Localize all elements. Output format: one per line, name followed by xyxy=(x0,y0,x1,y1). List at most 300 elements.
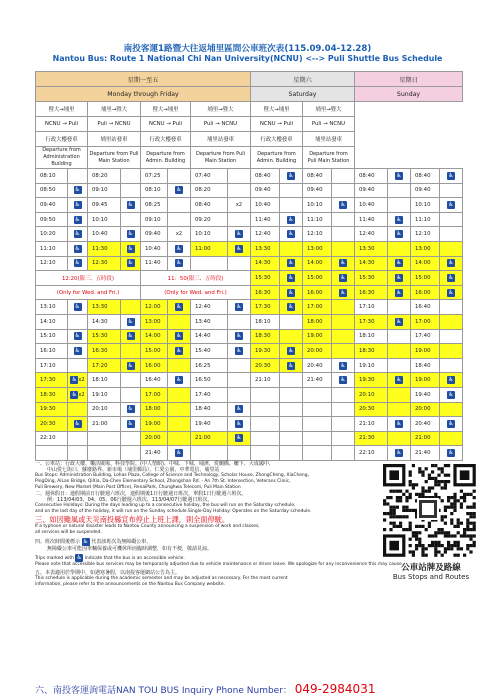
note-1-en: Bus Stops: Administration Building, Lohas Plaza, College of Science and Technology, Scholar House, ZhongCheng, XiaCheng, xyxy=(35,473,309,478)
table-row xyxy=(36,300,463,315)
sunday-header-en: Sunday xyxy=(355,87,463,102)
departure-time: 18:30 xyxy=(36,387,68,402)
qr-code[interactable] xyxy=(380,463,478,559)
departure-time: 20:30 xyxy=(36,417,68,432)
departure-time: 09:40 xyxy=(355,183,388,198)
departure-marks xyxy=(440,169,463,184)
accessible-bus-icon: ♿ xyxy=(236,332,242,340)
accessible-bus-icon: ♿ xyxy=(176,186,182,194)
departure-time: 18:00 xyxy=(303,314,332,329)
departure-marks xyxy=(228,358,251,373)
departure-marks xyxy=(440,431,463,446)
departure-marks xyxy=(280,241,303,256)
departure-marks xyxy=(440,300,463,315)
accessible-bus-icon: ♿ xyxy=(448,259,454,267)
departure-marks xyxy=(121,329,141,344)
departure-time xyxy=(251,387,280,402)
note-5-en: This schedule is applicable during the academic semester and may be adjusted as necessary. For the most current xyxy=(35,576,288,581)
departure-marks xyxy=(388,271,411,286)
departure-marks xyxy=(332,212,355,227)
accessible-bus-icon: ♿ xyxy=(448,390,454,398)
departure-time: 20:30 xyxy=(355,402,388,417)
departure-time xyxy=(88,446,121,461)
departure-time: 19:00 xyxy=(303,329,332,344)
departure-marks xyxy=(388,373,411,388)
table-row xyxy=(36,314,463,329)
departure-time: 14:00 xyxy=(411,256,440,271)
departure-time: 16:00 xyxy=(141,358,168,373)
departure-marks xyxy=(228,198,251,213)
departure-time: 17:30 xyxy=(355,314,388,329)
departure-time xyxy=(303,431,332,446)
accessible-bus-icon: ♿ xyxy=(340,361,346,369)
accessible-bus-icon: ♿ xyxy=(74,259,81,267)
saturday-header-en: Saturday xyxy=(251,87,355,102)
note-3-zh: 三、如因颱風或天災南投縣宣布停止上班上課，則全面停駛。 xyxy=(35,515,230,524)
departure-time: 15:10 xyxy=(36,329,68,344)
departure-time: 14:10 xyxy=(36,314,68,329)
accessible-bus-icon: ♿ xyxy=(448,171,454,179)
departure-time: 18:10 xyxy=(251,314,280,329)
departure-marks xyxy=(168,241,191,256)
accessible-bus-icon: ♿ xyxy=(176,332,182,340)
departure-time: 16:10 xyxy=(36,344,68,359)
accessible-bus-icon: ♿ xyxy=(176,303,182,311)
departure-marks xyxy=(332,314,355,329)
direction-saturday-inbound-stop: Departure from Puli Main Station xyxy=(191,147,251,169)
table-row xyxy=(36,402,463,417)
departure-marks xyxy=(440,285,463,300)
departure-time: 10:10 xyxy=(411,198,440,213)
departure-marks xyxy=(121,183,141,198)
departure-time: 12:10 xyxy=(411,227,440,242)
departure-marks xyxy=(68,431,88,446)
direction-weekday-inbound-stop-zh: 埔里站發車 xyxy=(88,132,141,147)
departure-marks xyxy=(228,402,251,417)
accessible-bus-icon: ♿ xyxy=(396,215,402,223)
accessible-bus-icon: ♿ xyxy=(288,273,294,281)
departure-marks xyxy=(168,373,191,388)
departure-marks xyxy=(280,314,303,329)
departure-marks xyxy=(121,241,141,256)
departure-marks xyxy=(440,227,463,242)
departure-marks xyxy=(440,402,463,417)
departure-time: 17:10 xyxy=(355,300,388,315)
accessible-bus-icon: ♿ xyxy=(74,200,81,208)
table-row xyxy=(36,329,463,344)
accessible-bus-icon: ♿ xyxy=(396,317,402,325)
departure-time: 18:40 xyxy=(191,402,228,417)
departure-marks xyxy=(228,169,251,184)
departure-marks xyxy=(68,329,88,344)
departure-time: 22:10 xyxy=(36,431,68,446)
departure-marks xyxy=(168,344,191,359)
accessible-bus-icon: ♿ xyxy=(236,346,242,354)
departure-marks xyxy=(121,431,141,446)
departure-marks xyxy=(121,256,141,271)
departure-marks xyxy=(332,300,355,315)
table-row xyxy=(36,358,463,373)
qr-code-block[interactable] xyxy=(380,463,482,581)
departure-marks xyxy=(388,446,411,461)
departure-time: 08:40 xyxy=(191,198,228,213)
accessible-bus-icon: ♿ xyxy=(396,230,402,238)
departure-marks xyxy=(280,285,303,300)
weekday-header-en: Monday through Friday xyxy=(36,87,251,102)
departure-time: 21:00 xyxy=(411,431,440,446)
departure-time: 20:10 xyxy=(88,402,121,417)
departure-time: 11:40 xyxy=(251,212,280,227)
accessible-bus-icon: ♿ xyxy=(74,230,81,238)
departure-marks xyxy=(228,373,251,388)
note-4-en-2: Please note that accessible bus services may be temporarily adjusted due to vehicle maintenance or driver leave. We apologize for any inconvenience this may cause. xyxy=(35,562,404,567)
accessible-bus-icon: ♿ xyxy=(127,230,134,238)
departure-marks xyxy=(332,417,355,432)
departure-time: 19:30 xyxy=(355,373,388,388)
direction-weekday-inbound-stop: Departure from Puli Main Station xyxy=(88,147,141,169)
accessible-bus-icon: ♿ xyxy=(127,332,134,340)
departure-marks xyxy=(332,256,355,271)
departure-time: 19:00 xyxy=(141,417,168,432)
departure-time: 16:25 xyxy=(191,358,228,373)
departure-marks xyxy=(228,314,251,329)
accessible-bus-icon: ♿ xyxy=(340,376,346,384)
table-row xyxy=(36,344,463,359)
table-row xyxy=(36,387,463,402)
departure-time: 09:40 xyxy=(36,198,68,213)
departure-time: 14:40 xyxy=(191,329,228,344)
saturday-header-zh: 星期六 xyxy=(251,72,355,87)
departure-marks xyxy=(388,431,411,446)
departure-time: 19:30 xyxy=(36,402,68,417)
departure-marks xyxy=(280,446,303,461)
note-2-en-2: and on the last day of the holiday, it will run on the Sunday schedule.Single-Day Holiday: Operates on the Saturday schedule. xyxy=(35,509,312,514)
table-row xyxy=(36,373,463,388)
accessible-bus-icon: ♿ xyxy=(396,273,402,281)
note-2-zh: 二、週休假日：連假期前日行駛週六班次，連假期後1日行駛週日班次，單假1日行駛週六班次。 xyxy=(35,491,247,497)
note-2-en: Consecutive Holidays: During the days leading up to a consecutive holiday, the bus will run on the Saturday schedule, xyxy=(35,503,296,508)
accessible-bus-icon: ♿ xyxy=(236,405,242,413)
departure-marks xyxy=(388,169,411,184)
departure-time: 20:10 xyxy=(355,387,388,402)
departure-time: 11:40 xyxy=(141,256,168,271)
departure-marks xyxy=(440,256,463,271)
accessible-bus-icon: ♿ xyxy=(176,346,182,354)
departure-marks xyxy=(280,417,303,432)
departure-time: 21:10 xyxy=(251,373,280,388)
direction-sunday-outbound-stop: Departure from Admin. Building xyxy=(251,147,303,169)
departure-time: 10:10 xyxy=(191,227,228,242)
accessible-bus-icon: ♿ xyxy=(448,288,454,296)
departure-marks xyxy=(280,198,303,213)
direction-sunday-outbound-en: NCNU → Puli xyxy=(251,117,303,132)
accessible-bus-icon: ♿ xyxy=(396,171,402,179)
accessible-bus-icon: ♿ xyxy=(396,259,402,267)
accessible-bus-icon: ♿ xyxy=(448,273,454,281)
direction-weekday-outbound-en: NCNU → Puli xyxy=(36,117,88,132)
departure-time xyxy=(88,431,121,446)
departure-time: 09:40 xyxy=(251,183,280,198)
accessible-bus-icon: ♿ xyxy=(127,259,134,267)
notes-block xyxy=(35,461,404,588)
departure-time: 12:40 xyxy=(191,300,228,315)
accessible-bus-icon: ♿ xyxy=(288,346,294,354)
departure-time: 17:40 xyxy=(191,387,228,402)
departure-marks xyxy=(440,212,463,227)
sunday-header-zh: 星期日 xyxy=(355,72,463,87)
departure-marks xyxy=(388,212,411,227)
accessible-bus-icon: ♿ xyxy=(127,405,134,413)
departure-time: 09:40 xyxy=(141,227,168,242)
departure-marks xyxy=(388,314,411,329)
departure-time: 16:30 xyxy=(355,285,388,300)
direction-weekday-inbound-zh: 埔里→暨大 xyxy=(88,102,141,117)
departure-marks xyxy=(332,169,355,184)
departure-marks xyxy=(228,212,251,227)
departure-marks xyxy=(228,344,251,359)
note-3-en-2: all services will be suspended. xyxy=(35,530,102,535)
departure-time: 08:40 xyxy=(355,169,388,184)
departure-time: 08:40 xyxy=(411,169,440,184)
direction-saturday-outbound-stop-zh: 行政大樓發車 xyxy=(141,132,191,147)
extra-bus-count: x2 xyxy=(78,391,85,398)
departure-time: 19:00 xyxy=(411,373,440,388)
wed-fri-only-note: (Only for Wed. and Fri.) xyxy=(36,285,141,300)
departure-time: 16:30 xyxy=(88,344,121,359)
weekday-header-zh: 星期一至五 xyxy=(36,72,251,87)
accessible-bus-icon: ♿ xyxy=(340,273,346,281)
departure-marks xyxy=(388,198,411,213)
departure-marks xyxy=(440,314,463,329)
departure-time: 12:40 xyxy=(355,227,388,242)
departure-time: 13:00 xyxy=(303,241,332,256)
accessible-bus-icon: ♿ xyxy=(236,419,242,427)
inquiry-phone xyxy=(35,682,375,696)
departure-marks xyxy=(440,344,463,359)
accessible-bus-icon: ♿ xyxy=(236,244,242,252)
departure-marks xyxy=(332,402,355,417)
departure-time: 16:00 xyxy=(303,285,332,300)
departure-time: 12:30 xyxy=(88,256,121,271)
departure-time: 07:40 xyxy=(191,169,228,184)
table-row xyxy=(36,169,463,184)
departure-marks xyxy=(440,271,463,286)
departure-marks xyxy=(168,227,191,242)
accessible-bus-icon: ♿ xyxy=(236,303,242,311)
departure-time: 08:10 xyxy=(36,169,68,184)
extra-bus-count: x2 xyxy=(78,377,85,384)
accessible-bus-icon: ♿ xyxy=(74,332,81,340)
departure-marks xyxy=(168,402,191,417)
departure-marks xyxy=(121,387,141,402)
direction-sunday-outbound-zh: 暨大→埔里 xyxy=(251,102,303,117)
departure-time: 12:10 xyxy=(36,256,68,271)
departure-marks xyxy=(68,300,88,315)
accessible-bus-icon: ♿ xyxy=(288,230,294,238)
direction-sunday-inbound-zh: 埔里→暨大 xyxy=(303,102,355,117)
schedule-table xyxy=(35,71,463,461)
accessible-bus-icon: ♿ xyxy=(340,288,346,296)
accessible-bus-icon: ♿ xyxy=(74,303,81,311)
departure-marks xyxy=(280,183,303,198)
departure-time: 09:45 xyxy=(88,198,121,213)
departure-marks xyxy=(228,227,251,242)
departure-time: 13:40 xyxy=(191,314,228,329)
direction-saturday-inbound-stop-zh: 埔里站發車 xyxy=(191,132,251,147)
departure-time xyxy=(191,446,228,461)
direction-weekday-inbound-en: Puli → NCNU xyxy=(88,117,141,132)
departure-time: 08:40 xyxy=(251,169,280,184)
departure-marks xyxy=(332,227,355,242)
departure-marks xyxy=(68,227,88,242)
departure-time: 19:10 xyxy=(88,387,121,402)
departure-time: 09:40 xyxy=(411,183,440,198)
note-1-zh: 一、公車站：行政大樓、樂活廣場、科技學院、(中人情館)、中城、下城、埔濱、愛蘭橋、轆下、大成國中、 xyxy=(35,461,274,467)
departure-marks xyxy=(121,446,141,461)
departure-marks xyxy=(332,358,355,373)
departure-marks xyxy=(440,183,463,198)
departure-marks xyxy=(440,241,463,256)
direction-sunday-inbound-en: Puli → NCNU xyxy=(303,117,355,132)
departure-marks xyxy=(332,285,355,300)
accessible-bus-icon: ♿ xyxy=(340,200,346,208)
note-4-zh-b: 代表該班次為無障礙公車， xyxy=(91,539,152,545)
note-1-en-3: Puli Brewery, New Market (Main Post Office), RenaiPark, Chunghwa Telecom, Puli Main Station xyxy=(35,485,241,490)
departure-marks xyxy=(280,329,303,344)
accessible-bus-icon: ♿ xyxy=(82,538,89,545)
accessible-bus-icon: ♿ xyxy=(396,449,402,457)
departure-time: 17:20 xyxy=(88,358,121,373)
departure-marks xyxy=(121,227,141,242)
accessible-bus-icon: ♿ xyxy=(176,244,182,252)
departure-marks xyxy=(121,169,141,184)
direction-sunday-inbound-stop: Departure from Puli Main Station xyxy=(303,147,355,169)
departure-time: 12:40 xyxy=(251,227,280,242)
departure-time: 08:20 xyxy=(191,183,228,198)
departure-time xyxy=(251,402,280,417)
departure-time: 15:30 xyxy=(355,271,388,286)
departure-time: 20:40 xyxy=(411,417,440,432)
departure-time: 18:30 xyxy=(355,344,388,359)
departure-time: 10:40 xyxy=(355,198,388,213)
departure-time: 17:10 xyxy=(36,358,68,373)
departure-marks xyxy=(168,417,191,432)
phone-label: 六、南投客運詢電話NAN TOU BUS Inquiry Phone Number： xyxy=(35,686,292,696)
departure-marks xyxy=(68,373,88,388)
departure-marks xyxy=(168,314,191,329)
departure-marks xyxy=(228,417,251,432)
departure-marks xyxy=(68,169,88,184)
table-row xyxy=(36,198,463,213)
accessible-bus-icon: ♿ xyxy=(448,449,454,457)
departure-marks xyxy=(280,227,303,242)
departure-time: 12:10 xyxy=(303,227,332,242)
accessible-bus-icon: ♿ xyxy=(396,288,402,296)
accessible-bus-icon: ♿ xyxy=(127,419,134,427)
departure-marks xyxy=(332,344,355,359)
departure-time: 21:40 xyxy=(141,446,168,461)
departure-time: 13:00 xyxy=(141,314,168,329)
departure-time: 10:40 xyxy=(251,198,280,213)
departure-time: 15:40 xyxy=(191,344,228,359)
departure-time: 11:30 xyxy=(88,241,121,256)
accessible-bus-icon: ♿ xyxy=(396,376,402,384)
departure-time: 19:40 xyxy=(191,417,228,432)
departure-marks xyxy=(388,417,411,432)
departure-time: 20:00 xyxy=(411,402,440,417)
accessible-bus-icon: ♿ xyxy=(74,215,81,223)
accessible-bus-icon: ♿ xyxy=(396,419,402,427)
departure-time: 18:30 xyxy=(251,329,280,344)
departure-marks xyxy=(168,256,191,271)
note-5-zh: 五、本表適用於學期中，如遇寒暑假，以南投客運網站公告為主。 xyxy=(35,570,181,576)
departure-marks xyxy=(440,329,463,344)
departure-time: 18:40 xyxy=(411,358,440,373)
departure-marks xyxy=(121,402,141,417)
departure-marks xyxy=(68,183,88,198)
departure-time: 16:40 xyxy=(411,300,440,315)
departure-time: 11:00 xyxy=(191,241,228,256)
departure-time: 14:00 xyxy=(141,329,168,344)
departure-time: 19:10 xyxy=(355,358,388,373)
departure-time: 15:00 xyxy=(141,344,168,359)
direction-saturday-inbound-zh: 埔里→暨大 xyxy=(191,102,251,117)
departure-marks xyxy=(280,271,303,286)
departure-time: 17:40 xyxy=(411,329,440,344)
departure-time: 07:25 xyxy=(141,169,168,184)
departure-time: 10:10 xyxy=(88,212,121,227)
note-4-en: Trips marked with xyxy=(35,556,74,561)
table-row xyxy=(36,212,463,227)
accessible-bus-icon: ♿ xyxy=(448,376,454,384)
direction-saturday-outbound-stop: Departure from Admin. Building xyxy=(141,147,191,169)
departure-marks xyxy=(121,212,141,227)
wed-fri-only-note: (Only for Wed. and Fri.) xyxy=(141,285,251,300)
departure-time: 13:10 xyxy=(36,300,68,315)
accessible-bus-icon: ♿ xyxy=(76,554,82,561)
departure-marks xyxy=(68,402,88,417)
departure-marks xyxy=(168,212,191,227)
departure-marks xyxy=(228,241,251,256)
direction-sunday-inbound-stop-zh: 埔里站發車 xyxy=(303,132,355,147)
departure-time: 11:10 xyxy=(411,212,440,227)
departure-marks xyxy=(68,358,88,373)
departure-marks xyxy=(440,198,463,213)
departure-marks xyxy=(332,446,355,461)
departure-time: 16:50 xyxy=(191,373,228,388)
accessible-bus-icon: ♿ xyxy=(176,376,182,384)
accessible-bus-icon: ♿ xyxy=(288,288,294,296)
departure-time: 13:30 xyxy=(355,241,388,256)
extra-bus-count: x2 xyxy=(175,231,183,238)
table-row xyxy=(36,256,463,271)
departure-time: 21:00 xyxy=(88,417,121,432)
departure-time: 11:10 xyxy=(36,241,68,256)
accessible-bus-icon: ♿ xyxy=(71,390,78,398)
departure-time: 09:10 xyxy=(141,212,168,227)
departure-marks xyxy=(332,271,355,286)
departure-time: 09:40 xyxy=(303,183,332,198)
departure-marks xyxy=(228,256,251,271)
table-row xyxy=(36,241,463,256)
departure-marks xyxy=(228,431,251,446)
departure-time: 16:00 xyxy=(411,285,440,300)
departure-marks xyxy=(388,256,411,271)
departure-time: 09:50 xyxy=(36,212,68,227)
departure-time xyxy=(251,417,280,432)
departure-marks xyxy=(388,300,411,315)
accessible-bus-icon: ♿ xyxy=(127,361,134,369)
